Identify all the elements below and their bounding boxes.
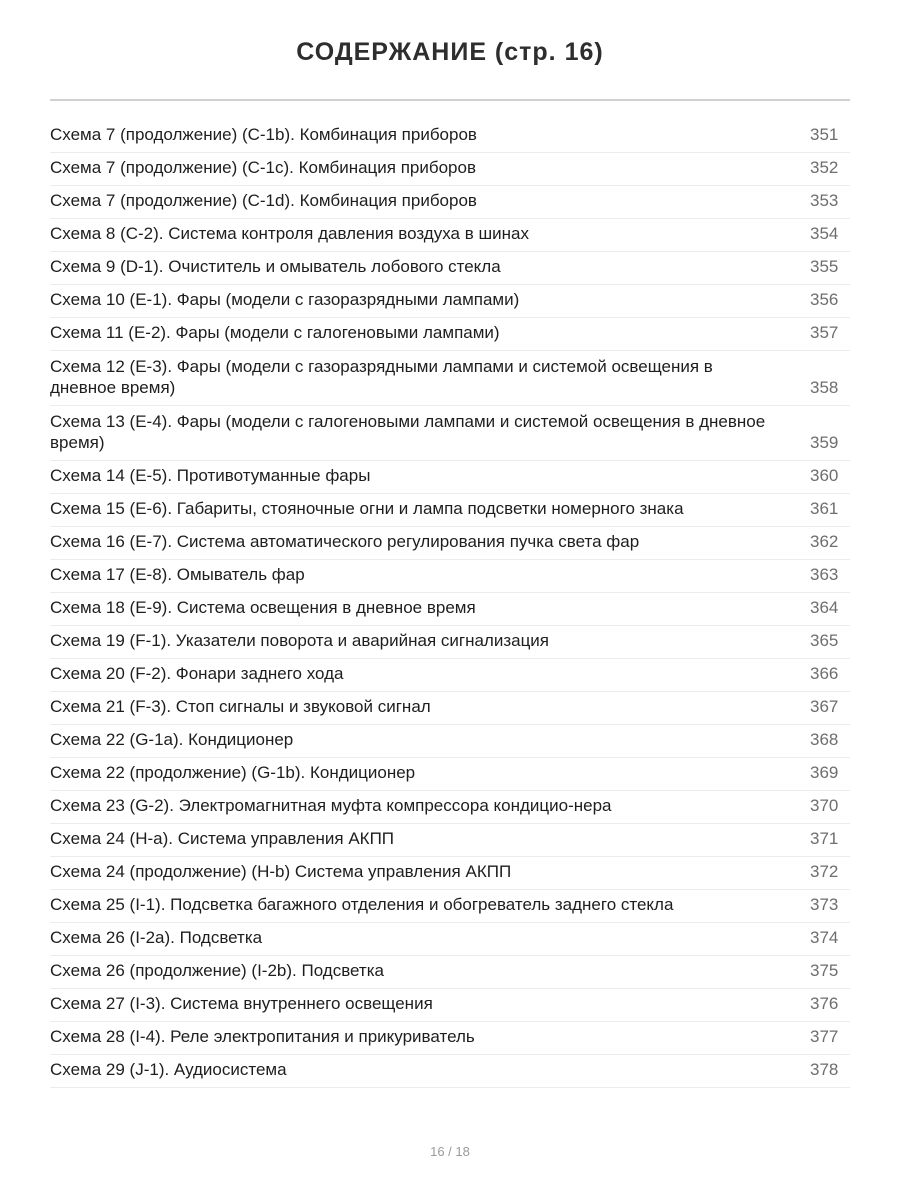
toc-entry-page: 373: [810, 895, 839, 914]
toc-entry[interactable]: [50, 593, 850, 626]
toc-entry-page: 363: [810, 565, 839, 584]
toc-entry-page: 368: [810, 730, 839, 749]
toc-entry[interactable]: [50, 219, 850, 252]
toc-entry-page: 355: [810, 257, 839, 276]
toc-entry-page: 377: [810, 1027, 839, 1046]
toc-entry[interactable]: [50, 890, 850, 923]
toc-entry-page: 367: [810, 697, 839, 716]
toc-entry[interactable]: [50, 1055, 850, 1088]
toc-entry-label: Схема 27 (I-3). Система внутреннего освещения: [50, 994, 433, 1013]
toc-entry[interactable]: [50, 923, 850, 956]
toc-entry-label: Схема 22 (G-1a). Кондиционер: [50, 730, 294, 749]
toc-entry-label: Схема 9 (D-1). Очиститель и омыватель лобового стекла: [50, 257, 501, 276]
toc-entry-label: Схема 26 (продолжение) (I-2b). Подсветка: [50, 961, 384, 980]
toc-entry-label: Схема 19 (F-1). Указатели поворота и аварийная сигнализация: [50, 631, 550, 650]
toc-entry-page: 357: [810, 323, 839, 342]
toc-entry-label: Схема 23 (G-2). Электромагнитная муфта компрессора кондицио-нера: [50, 796, 612, 815]
toc-entry-page: 370: [810, 796, 839, 815]
toc-entry-page: 356: [810, 290, 839, 309]
toc-entry[interactable]: [50, 857, 850, 890]
toc-entry-label: Схема 15 (E-6). Габариты, стояночные огни и лампа подсветки номерного знака: [50, 499, 684, 518]
toc-entry[interactable]: [50, 153, 850, 186]
toc-list: [50, 120, 850, 1088]
toc-entry-page: 366: [810, 664, 839, 683]
toc-entry-page: 378: [810, 1060, 839, 1079]
toc-entry-page: 362: [810, 532, 839, 551]
toc-entry-page: 376: [810, 994, 839, 1013]
toc-entry[interactable]: [50, 406, 850, 461]
toc-entry-label: Схема 13 (E-4). Фары (модели с галогеновыми лампами и системой освещения в дневное время): [50, 412, 766, 452]
toc-entry[interactable]: [50, 758, 850, 791]
toc-entry[interactable]: [50, 527, 850, 560]
toc-entry[interactable]: [50, 186, 850, 219]
toc-entry-page: 352: [810, 158, 839, 177]
toc-entry-label: Схема 10 (E-1). Фары (модели с газоразрядными лампами): [50, 290, 520, 309]
toc-entry[interactable]: [50, 725, 850, 758]
toc-entry-label: Схема 24 (H-a). Система управления АКПП: [50, 829, 395, 848]
toc-entry-label: Схема 17 (E-8). Омыватель фар: [50, 565, 305, 584]
toc-entry-label: Схема 26 (I-2a). Подсветка: [50, 928, 263, 947]
toc-entry-label: Схема 24 (продолжение) (H-b) Система управления АКПП: [50, 862, 512, 881]
toc-entry[interactable]: [50, 956, 850, 989]
toc-entry-page: 364: [810, 598, 839, 617]
toc-entry[interactable]: [50, 494, 850, 527]
toc-entry-page: 369: [810, 763, 839, 782]
toc-entry-label: Схема 22 (продолжение) (G-1b). Кондиционер: [50, 763, 416, 782]
toc-entry[interactable]: [50, 560, 850, 593]
toc-entry-page: 354: [810, 224, 839, 243]
toc-entry[interactable]: [50, 626, 850, 659]
toc-entry-page: 353: [810, 191, 839, 210]
toc-entry-page: 360: [810, 466, 839, 485]
toc-entry-label: Схема 12 (E-3). Фары (модели с газоразрядными лампами и системой освещения в дневное время): [50, 357, 713, 397]
toc-entry[interactable]: [50, 285, 850, 318]
toc-entry-label: Схема 14 (E-5). Противотуманные фары: [50, 466, 371, 485]
toc-entry-page: 375: [810, 961, 839, 980]
toc-entry[interactable]: [50, 461, 850, 494]
toc-entry-page: 365: [810, 631, 839, 650]
toc-entry[interactable]: [50, 824, 850, 857]
toc-entry[interactable]: [50, 252, 850, 285]
toc-entry-page: 371: [810, 829, 839, 848]
page-title: СОДЕРЖАНИЕ (стр. 16): [296, 38, 604, 66]
toc-entry[interactable]: [50, 692, 850, 725]
toc-entry-label: Схема 18 (E-9). Система освещения в дневное время: [50, 598, 476, 617]
toc-entry-label: Схема 11 (E-2). Фары (модели с галогеновыми лампами): [50, 323, 500, 342]
toc-entry[interactable]: [50, 318, 850, 351]
toc-entry[interactable]: [50, 791, 850, 824]
toc-entry[interactable]: [50, 120, 850, 153]
toc-entry-page: 358: [810, 378, 839, 397]
toc-entry-label: Схема 29 (J-1). Аудиосистема: [50, 1060, 287, 1079]
toc-entry-page: 351: [810, 125, 839, 144]
page-indicator: 16 / 18: [430, 1144, 470, 1159]
toc-entry-label: Схема 20 (F-2). Фонари заднего хода: [50, 664, 344, 683]
toc-entry-page: 361: [810, 499, 839, 518]
toc-entry-label: Схема 16 (E-7). Система автоматического регулирования пучка света фар: [50, 532, 640, 551]
toc-entry[interactable]: [50, 989, 850, 1022]
toc-entry-label: Схема 28 (I-4). Реле электропитания и прикуриватель: [50, 1027, 475, 1046]
toc-entry-page: 372: [810, 862, 839, 881]
toc-entry-page: 359: [810, 433, 839, 452]
toc-entry-label: Схема 25 (I-1). Подсветка багажного отделения и обогреватель заднего стекла: [50, 895, 674, 914]
toc-entry-label: Схема 7 (продолжение) (C-1b). Комбинация приборов: [50, 125, 477, 144]
toc-entry-label: Схема 7 (продолжение) (C-1d). Комбинация приборов: [50, 191, 477, 210]
toc-entry-page: 374: [810, 928, 839, 947]
toc-entry-label: Схема 7 (продолжение) (C-1c). Комбинация приборов: [50, 158, 476, 177]
toc-entry[interactable]: [50, 351, 850, 406]
title-divider: [50, 99, 850, 101]
toc-entry-label: Схема 8 (C-2). Система контроля давления воздуха в шинах: [50, 224, 529, 243]
toc-entry[interactable]: [50, 1022, 850, 1055]
toc-entry-label: Схема 21 (F-3). Стоп сигналы и звуковой сигнал: [50, 697, 431, 716]
toc-entry[interactable]: [50, 659, 850, 692]
